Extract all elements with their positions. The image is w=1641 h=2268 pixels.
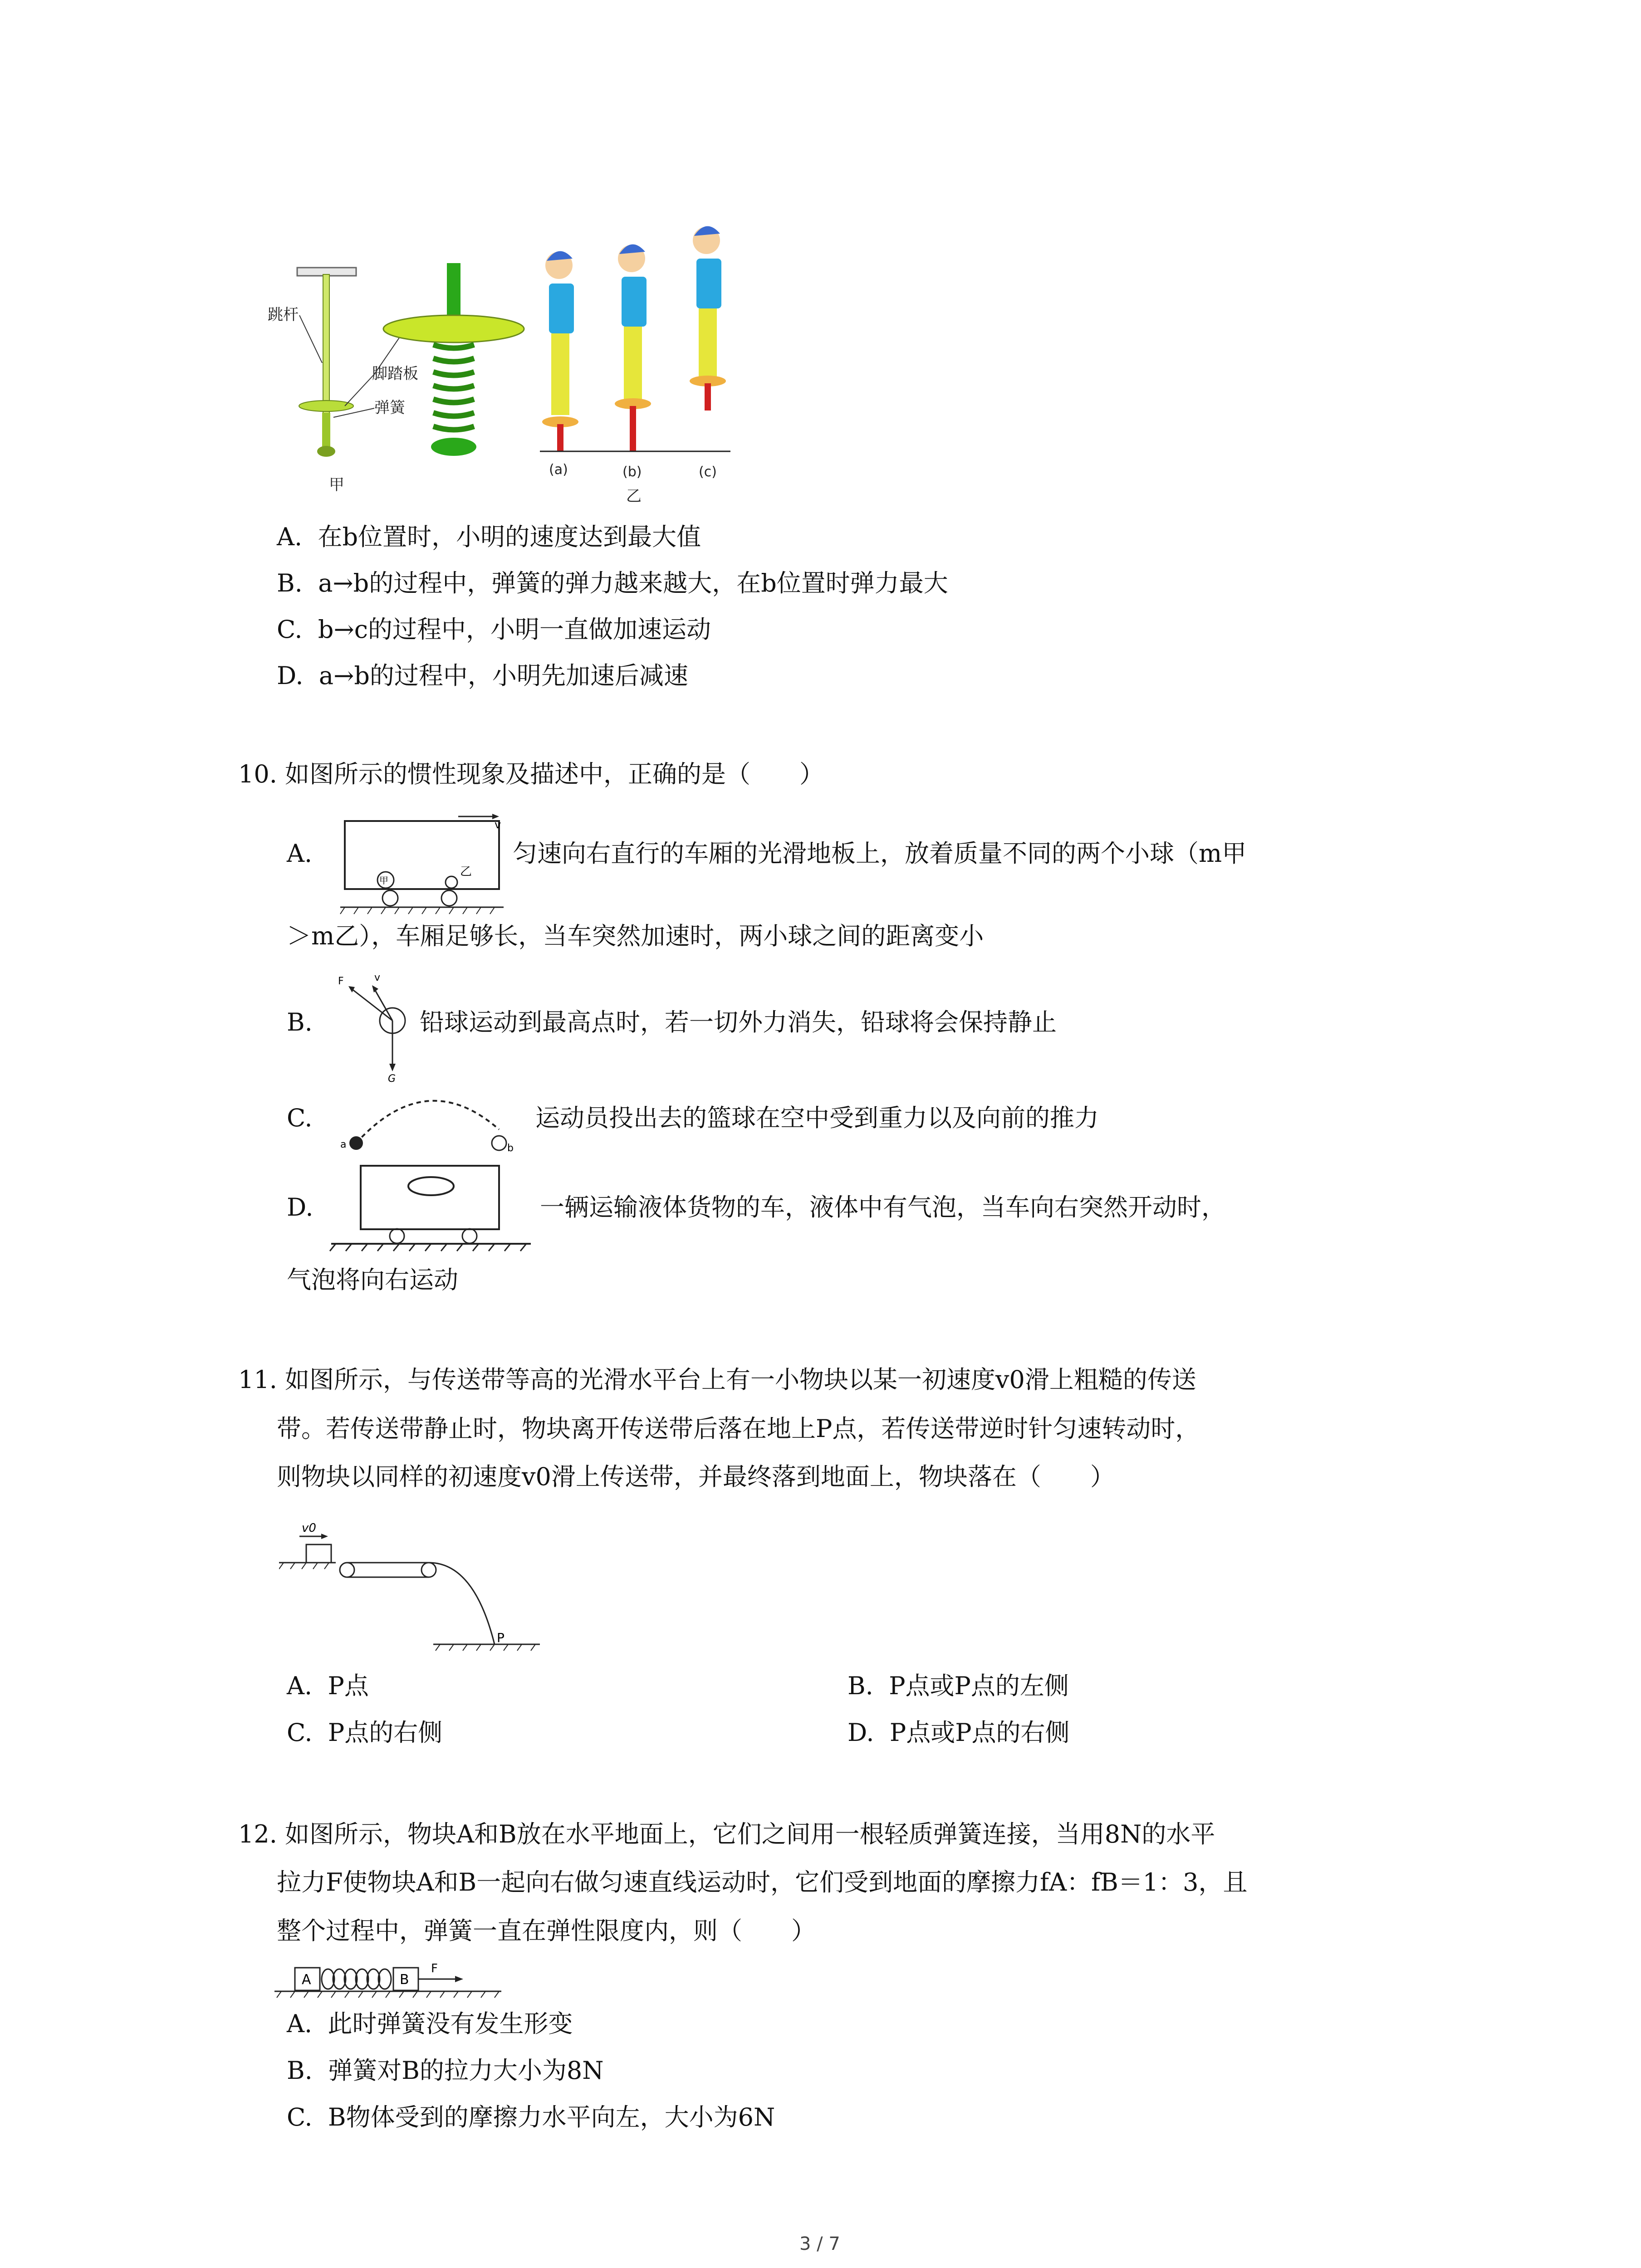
q12-stem-line-1: 12. 如图所示，物块A和B放在水平地面上，它们之间用一根轻质弹簧连接，当用8N的水平 bbox=[238, 1820, 1215, 1848]
q9-option-c: C. b→c的过程中，小明一直做加速运动 bbox=[277, 615, 711, 644]
label-jia: 甲 bbox=[329, 476, 344, 494]
q10-option-c-text: 运动员投出去的篮球在空中受到重力以及向前的推力 bbox=[535, 1104, 1099, 1132]
q12-option-c: C. B物体受到的摩擦力水平向左，大小为6N bbox=[287, 2103, 775, 2131]
kid-b-figure bbox=[615, 244, 651, 451]
q11-option-c: C. P点的右侧 bbox=[287, 1718, 443, 1747]
q12-option-a: A. 此时弹簧没有发生形变 bbox=[287, 2009, 573, 2038]
q10-stem: 10. 如图所示的惯性现象及描述中，正确的是（ ） bbox=[238, 760, 824, 788]
label-jiaotaban: 脚踏板 bbox=[372, 365, 418, 383]
q10-b-g-label: G bbox=[388, 1073, 396, 1084]
q10-option-b-text: 铅球运动到最高点时，若一切外力消失，铅球将会保持静止 bbox=[420, 1008, 1057, 1036]
q10-option-d-text: 一辆运输液体货物的车，液体中有气泡，当车向右突然开动时， bbox=[540, 1193, 1226, 1222]
label-yi: 乙 bbox=[626, 487, 642, 505]
q11-option-d: D. P点或P点的右侧 bbox=[847, 1718, 1070, 1747]
q12-option-b: B. 弹簧对B的拉力大小为8N bbox=[287, 2056, 604, 2085]
q9-option-a: A. 在b位置时，小明的速度达到最大值 bbox=[277, 523, 701, 551]
label-b: (b) bbox=[622, 464, 642, 480]
q11-v0-label: v0 bbox=[302, 1521, 316, 1535]
q10-d-figure bbox=[324, 1161, 538, 1254]
q11-stem-line-1: 11. 如图所示，与传送带等高的光滑水平台上有一小物块以某一初速度v0滑上粗糙的传送 bbox=[238, 1365, 1196, 1394]
q10-b-f-label: F bbox=[338, 976, 344, 987]
q10-a-figure bbox=[336, 812, 513, 916]
q12-spring-figure bbox=[274, 1959, 506, 2002]
label-c: (c) bbox=[699, 464, 717, 480]
q10-c-b-label: b bbox=[507, 1143, 514, 1154]
q11-stem-line-3: 则物块以同样的初速度v0滑上传送带，并最终落到地面上，物块落在（ ） bbox=[277, 1462, 1115, 1491]
label-a: (a) bbox=[549, 462, 568, 478]
q10-option-c-letter: C. bbox=[287, 1104, 313, 1132]
kid-c-figure bbox=[690, 226, 726, 411]
q10-b-v-label: v bbox=[374, 972, 381, 983]
q10-option-a-letter: A. bbox=[287, 839, 313, 868]
q9-option-b: B. a→b的过程中，弹簧的弹力越来越大，在b位置时弹力最大 bbox=[277, 569, 948, 597]
q12-force-label: F bbox=[431, 1962, 438, 1975]
kid-a-figure bbox=[542, 251, 578, 451]
label-tanhuang: 弹簧 bbox=[374, 399, 405, 417]
q10-option-d-letter: D. bbox=[287, 1193, 314, 1222]
label-tiaogan: 跳杆 bbox=[268, 306, 299, 324]
q11-stem-line-2: 带。若传送带静止时，物块离开传送带后落在地上P点，若传送带逆时针匀速转动时， bbox=[277, 1414, 1200, 1443]
pogo-stick-figure bbox=[254, 200, 798, 526]
q10-b-figure bbox=[331, 971, 417, 1084]
q12-block-b-label: B bbox=[400, 1972, 409, 1988]
page-number: 3 / 7 bbox=[799, 2234, 840, 2254]
q10-option-a-text: 匀速向右直行的车厢的光滑地板上，放着质量不同的两个小球（m甲 bbox=[513, 839, 1247, 868]
q10-a-ball-yi: 乙 bbox=[460, 865, 472, 879]
q10-option-a-cont: ＞m乙），车厢足够长，当车突然加速时，两小球之间的距离变小 bbox=[287, 922, 984, 950]
q10-option-d-cont: 气泡将向右运动 bbox=[287, 1266, 458, 1294]
q11-conveyor-figure bbox=[279, 1517, 542, 1658]
q10-option-b-letter: B. bbox=[287, 1008, 313, 1036]
q11-option-b: B. P点或P点的左侧 bbox=[847, 1672, 1069, 1700]
q12-stem-line-3: 整个过程中，弹簧一直在弹性限度内，则（ ） bbox=[277, 1916, 816, 1945]
q12-block-a-label: A bbox=[302, 1972, 311, 1988]
q10-a-v-label: v bbox=[495, 818, 501, 831]
q9-option-d: D. a→b的过程中，小明先加速后减速 bbox=[277, 661, 688, 690]
q11-p-label: P bbox=[497, 1630, 505, 1645]
q10-c-figure bbox=[331, 1075, 522, 1166]
q10-a-ball-jia: 甲 bbox=[379, 875, 388, 886]
q10-c-a-label: a bbox=[340, 1139, 347, 1150]
q11-option-a: A. P点 bbox=[287, 1672, 369, 1700]
q12-stem-line-2: 拉力F使物块A和B一起向右做匀速直线运动时，它们受到地面的摩擦力fA：fB＝1：3，且 bbox=[277, 1868, 1248, 1897]
